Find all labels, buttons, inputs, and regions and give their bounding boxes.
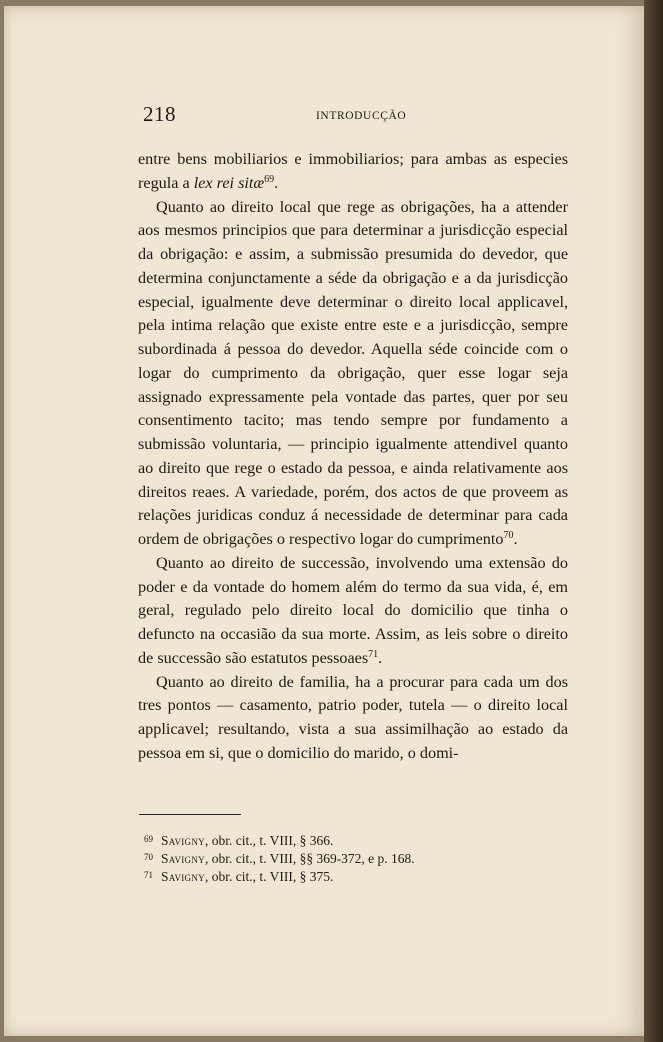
text-run: . — [274, 173, 279, 192]
footnote-text — [161, 868, 333, 886]
text-run: Quanto ao direito de successão, involvendo uma extensão do poder e da vontade do homem além do termo da sua vida, é, em geral, regulado pelo direito local do domicilio que tinha o defuncto na occasião da sua morte. Assim, as leis sobre o direito de successão são estatutos pessoaes — [138, 553, 568, 667]
paragraph — [138, 671, 568, 766]
footnote-citation: , obr. cit., t. VIII, § 375. — [204, 869, 334, 884]
page-number: 218 — [143, 102, 176, 126]
footnote-author: Savigny — [161, 851, 205, 866]
footnote-text — [161, 832, 333, 850]
book-page — [4, 6, 644, 1036]
footnote-citation: , obr. cit., t. VIII, §§ 369-372, e p. 168. — [204, 851, 415, 866]
paragraph — [138, 196, 568, 552]
text-run: . — [378, 648, 383, 667]
footnote — [144, 850, 564, 868]
text-run: Quanto ao direito de familia, ha a procurar para cada um dos tres pontos — casamento, patrio poder, tutela — o direito local applicavel; resultando, vista a sua assimilhação ao estado da pessoa em si, que o domicilio do marido, o domi- — [138, 672, 568, 762]
running-head: INTRODUCÇÃO — [316, 110, 407, 122]
italic-phrase: lex rei sitæ — [193, 173, 265, 192]
footnote-text — [161, 850, 415, 868]
footnote — [144, 868, 564, 886]
footnotes — [144, 832, 564, 886]
paragraph — [138, 552, 568, 671]
page-header — [143, 102, 569, 130]
footnote-marker: 69 — [264, 173, 275, 185]
footnote-number: 71 — [144, 870, 153, 880]
footnote-marker: 70 — [503, 530, 514, 541]
footnote — [144, 832, 564, 850]
page-edge-shadow — [644, 0, 663, 1042]
footnote-number: 70 — [144, 852, 153, 862]
text-run: entre bens mobiliarios e immobiliarios; para ambas as especies regula a — [138, 150, 568, 192]
footnote-marker: 71 — [368, 648, 379, 660]
footnote-rule — [139, 814, 241, 815]
footnote-author: Savigny — [161, 833, 205, 848]
footnote-number: 69 — [144, 834, 153, 844]
text-run: . — [513, 530, 518, 548]
text-run: Quanto ao direito local que rege as obrigações, ha a attender aos mesmos principios que para determinar a jurisdicção especial da obrigação: e assim, a submissão presumida do devedor, que determina conjunctamente a séde da obrigação e a da jurisdicção especial, igualmente deve determinar o direito local applicavel, pela intima relação que existe entre este e a jurisdicção, sempre subordinada á pessoa do devedor. Aquella séde coincide com o logar do cumprimento da obrigação, quer esse logar seja assignado expressamente pela vontade das partes, quer por seu consentimento tacito; mas tendo sempre por fundamento a submissão voluntaria, — principio igualmente attendivel quanto ao direito que rege o estado da pessoa, e ainda relativamente aos direitos reaes. A variedade, porém, dos actos de que proveem as relações juridicas conduz á necessidade de determinar para cada ordem de obrigações o respectivo logar do cumprimento — [138, 197, 568, 548]
paragraph — [138, 148, 568, 196]
footnote-author: Savigny — [161, 869, 205, 884]
body-text — [138, 148, 568, 766]
footnote-citation: , obr. cit., t. VIII, § 366. — [204, 833, 334, 848]
